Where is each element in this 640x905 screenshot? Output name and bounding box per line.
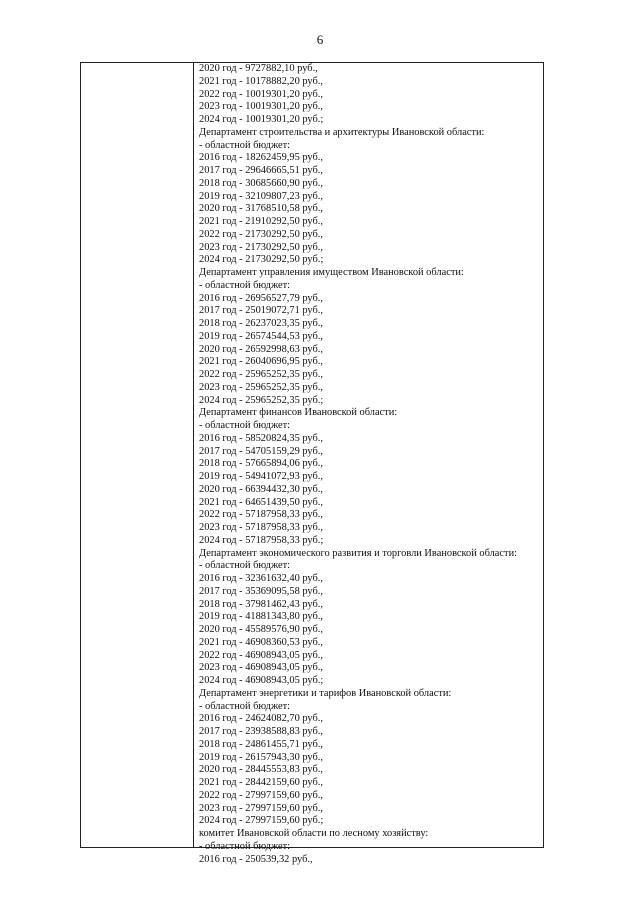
text-line: 2024 год - 27997159,60 руб.; [199,815,324,827]
text-line: Департамент экономического развития и торговли Ивановской области: [199,547,518,559]
text-line: 2023 год - 25965252,35 руб., [199,381,323,393]
text-line: - областной бюджет: [199,560,291,572]
text-line: Департамент финансов Ивановской области: [199,407,398,419]
text-line: - областной бюджет: [199,279,291,291]
column-divider [193,63,194,847]
text-line: 2023 год - 27997159,60 руб., [199,802,323,814]
text-line: 2016 год - 58520824,35 руб., [199,432,323,444]
text-line: комитет Ивановской области по лесному хозяйству: [199,828,429,839]
text-line: 2024 год - 21730292,50 руб.; [199,254,324,266]
text-line: - областной бюджет: [199,420,291,431]
text-line: 2023 год - 10019301,20 руб., [199,101,323,113]
text-line: 2019 год - 41881343,80 руб., [199,611,323,623]
text-line: 2019 год - 26157943,30 руб., [199,751,323,763]
text-line: 2020 год - 31768510,58 руб., [199,203,323,215]
text-line: 2024 год - 57187958,33 руб.; [199,534,324,546]
text-line: 2021 год - 46908360,53 руб., [199,636,323,648]
text-line: 2022 год - 25965252,35 руб., [199,369,323,380]
text-line: 2017 год - 54705159,29 руб., [199,445,323,457]
text-line: 2018 год - 26237023,35 руб., [199,318,323,329]
text-line: 2017 год - 23938588,83 руб., [199,726,323,737]
text-line: 2017 год - 25019072,71 руб., [199,305,323,317]
text-line: - областной бюджет: [199,840,291,852]
text-line: Департамент строительства и архитектуры Ивановской области: [199,126,485,138]
text-line: 2023 год - 21730292,50 руб., [199,241,323,253]
text-line: 2016 год - 250539,32 руб., [199,853,313,865]
text-line: 2018 год - 30685660,90 руб., [199,177,323,189]
text-line: - областной бюджет: [199,139,291,151]
text-line: 2019 год - 54941072,93 руб., [199,471,323,482]
text-line: 2018 год - 24861455,71 руб., [199,738,323,750]
text-line: 2021 год - 21910292,50 руб., [199,216,323,227]
text-line: 2017 год - 29646665,51 руб., [199,165,323,176]
text-line: 2021 год - 26040696,95 руб., [199,356,323,368]
text-line: 2024 год - 25965252,35 руб.; [199,394,324,406]
text-line: 2021 год - 64651439,50 руб., [199,496,323,508]
text-line: 2022 год - 46908943,05 руб., [199,649,323,661]
text-line: 2018 год - 37981462,43 руб., [199,598,323,610]
text-line: 2023 год - 46908943,05 руб., [199,662,323,674]
text-line: 2021 год - 28442159,60 руб., [199,777,323,788]
text-line: 2016 год - 18262459,95 руб., [199,152,323,164]
page-number: 6 [316,32,324,47]
text-line: 2020 год - 9727882,10 руб., [199,63,318,74]
text-line: 2022 год - 10019301,20 руб., [199,88,323,100]
text-line: 2020 год - 26592998,63 руб., [199,343,323,355]
text-line: 2020 год - 28445553,83 руб., [199,764,323,776]
document-table [80,62,544,865]
text-line: 2018 год - 57665894,06 руб., [199,458,323,470]
text-line: 2022 год - 27997159,60 руб., [199,789,323,801]
text-line: 2019 год - 32109807,23 руб., [199,190,323,202]
text-line: 2016 год - 32361632,40 руб., [199,573,323,584]
text-line: 2023 год - 57187958,33 руб., [199,522,323,533]
text-line: 2022 год - 57187958,33 руб., [199,509,323,521]
text-line: 2016 год - 26956527,79 руб., [199,292,323,304]
table-cell-content [199,63,539,866]
text-line: 2017 год - 35369095,58 руб., [199,585,323,597]
text-line: 2019 год - 26574544,53 руб., [199,330,323,342]
text-line: 2016 год - 24624082,70 руб., [199,713,323,725]
text-line: 2020 год - 66394432,30 руб., [199,483,323,495]
text-line: 2024 год - 10019301,20 руб.; [199,114,324,125]
text-line: Департамент энергетики и тарифов Ивановской области: [199,687,452,699]
text-line: 2021 год - 10178882,20 руб., [199,75,323,87]
text-line: - областной бюджет: [199,700,291,712]
text-line: Департамент управления имуществом Ивановской области: [199,267,464,278]
text-line: 2022 год - 21730292,50 руб., [199,228,323,240]
text-line: 2020 год - 45589576,90 руб., [199,624,323,635]
text-line: 2024 год - 46908943,05 руб.; [199,675,324,686]
